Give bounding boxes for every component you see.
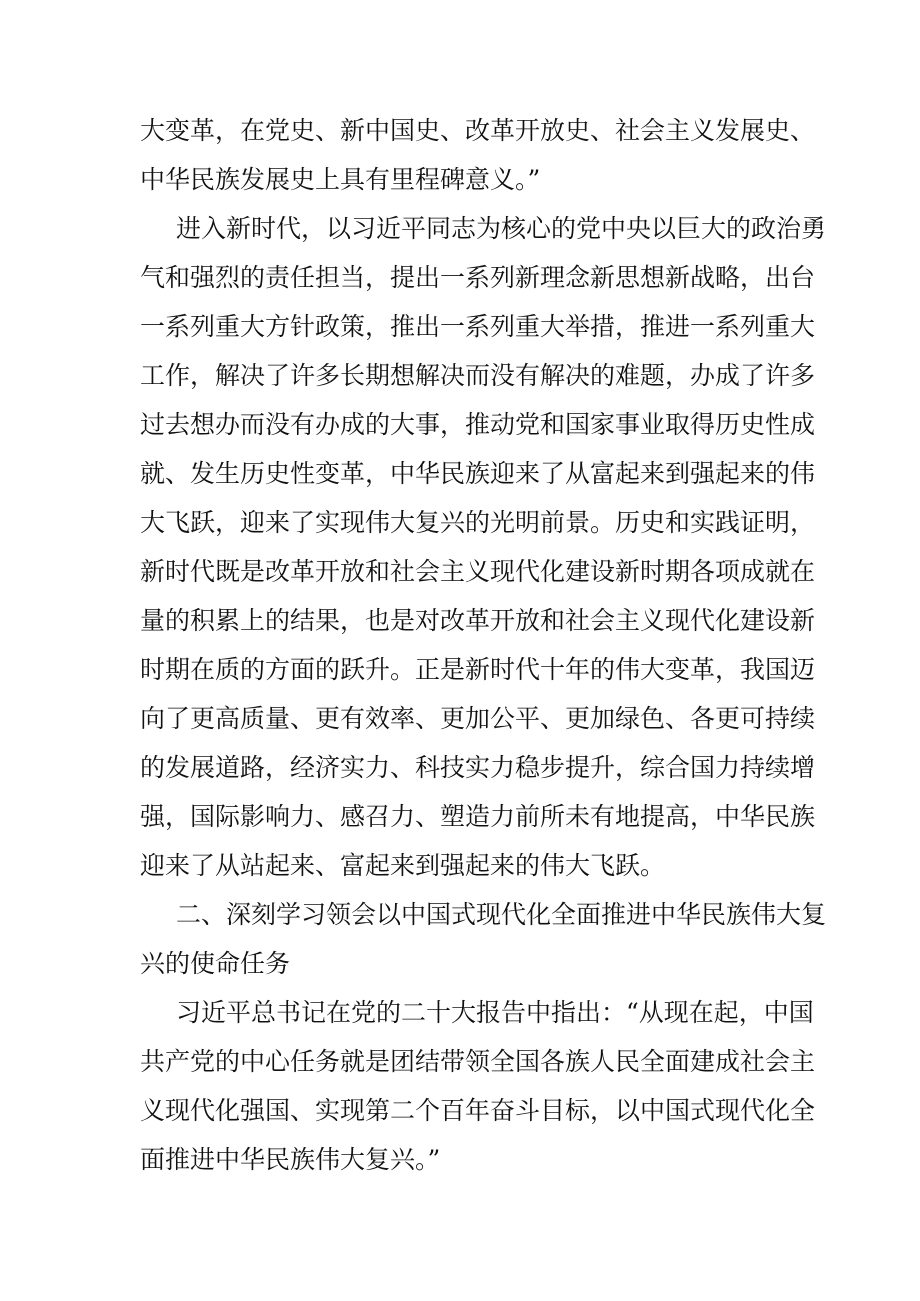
text-line: 强，国际影响力、感召力、塑造力前所未有地提高，中华民族: [140, 802, 816, 831]
text-line: 向了更高质量、更有效率、更加公平、更加绿色、各更可持续: [140, 704, 816, 733]
text-line: 过去想办而没有办成的大事，推动党和国家事业取得历史性成: [140, 410, 816, 439]
text-line: 大变革，在党史、新中国史、改革开放史、社会主义发展史、: [140, 116, 816, 145]
text-line: 就、发生历史性变革，中华民族迎来了从富起来到强起来的伟: [140, 459, 816, 488]
text-line: 中华民族发展史上具有里程碑意义。”: [140, 165, 541, 194]
text-line: 气和强烈的责任担当，提出一系列新理念新思想新战略，出台: [140, 263, 816, 292]
text-line: 一系列重大方针政策，推出一系列重大举措，推进一系列重大: [140, 312, 816, 341]
text-line: 共产党的中心任务就是团结带领全国各族人民全面建成社会主: [140, 1047, 816, 1076]
text-line: 工作，解决了许多长期想解决而没有解决的难题，办成了许多: [140, 361, 816, 390]
text-line: 迎来了从站起来、富起来到强起来的伟大飞跃。: [140, 851, 666, 880]
section-heading-line: 二、深刻学习领会以中国式现代化全面推进中华民族伟大复: [176, 900, 827, 929]
text-line: 进入新时代，以习近平同志为核心的党中央以巨大的政治勇: [176, 214, 827, 243]
text-line: 的发展道路，经济实力、科技实力稳步提升，综合国力持续增: [140, 753, 816, 782]
text-line: 时期在质的方面的跃升。正是新时代十年的伟大变革，我国迈: [140, 655, 816, 684]
section-heading-line: 兴的使命任务: [140, 949, 291, 978]
text-line: 面推进中华民族伟大复兴。”: [140, 1145, 441, 1174]
text-line: 义现代化强国、实现第二个百年奋斗目标，以中国式现代化全: [140, 1096, 816, 1125]
text-line: 量的积累上的结果，也是对改革开放和社会主义现代化建设新: [140, 606, 816, 635]
text-line: 大飞跃，迎来了实现伟大复兴的光明前景。历史和实践证明，: [140, 508, 816, 537]
text-line: 习近平总书记在党的二十大报告中指出：“从现在起，中国: [176, 998, 814, 1027]
text-line: 新时代既是改革开放和社会主义现代化建设新时期各项成就在: [140, 557, 816, 586]
